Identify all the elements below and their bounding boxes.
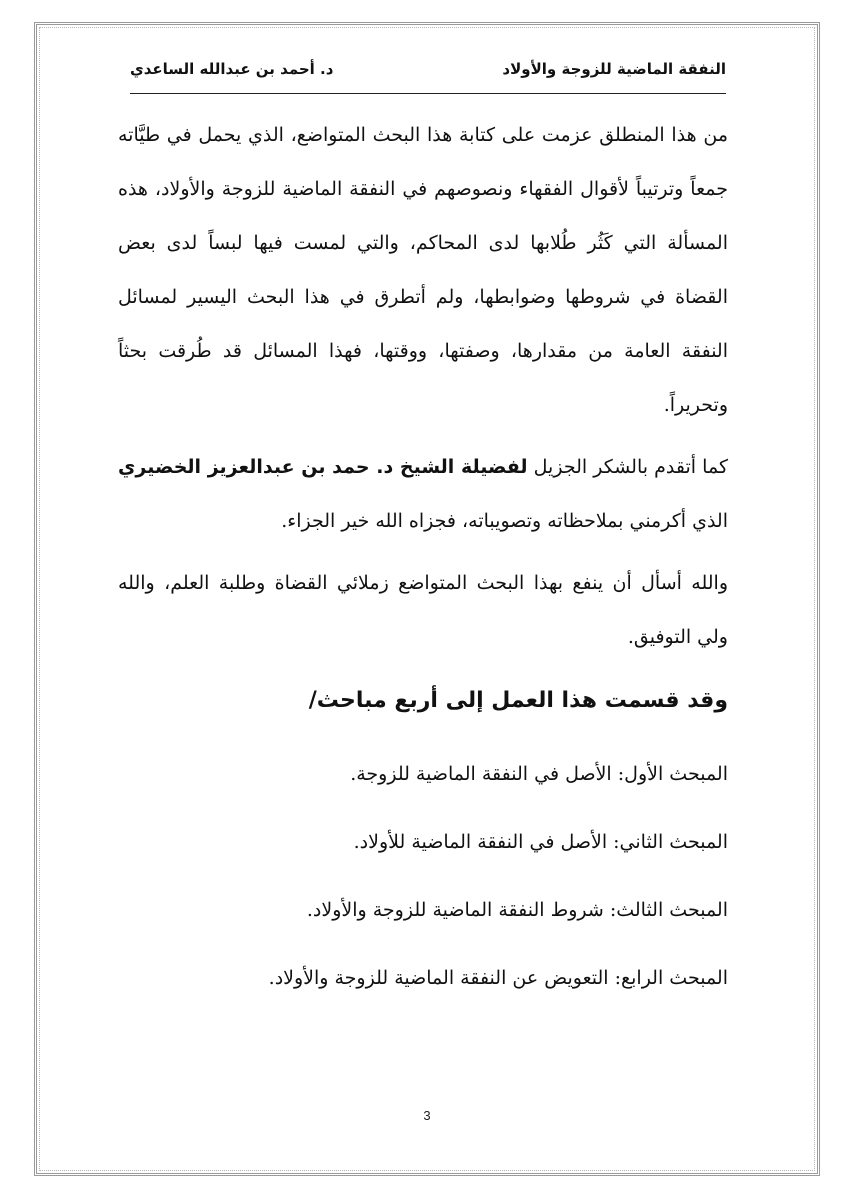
- page-number: 3: [423, 1108, 431, 1123]
- section-item-4: المبحث الرابع: التعويض عن النفقة الماضية للزوجة والأولاد.: [268, 967, 728, 989]
- acknowledgement-honoree: لفضيلة الشيخ د. حمد بن عبدالعزيز الخضيري: [118, 456, 528, 478]
- acknowledgement-rest: الذي أكرمني بملاحظاته وتصويباته، فجزاه الله خير الجزاء.: [281, 510, 728, 532]
- sections-heading: وقد قسمت هذا العمل إلى أربع مباحث/: [308, 688, 728, 713]
- running-header: [130, 60, 726, 86]
- header-title: النفقة الماضية للزوجة والأولاد: [502, 60, 726, 78]
- header-rule: [130, 93, 726, 94]
- paragraph-supplication: والله أسأل أن ينفع بهذا البحث المتواضع زملائي القضاة وطلبة العلم، والله ولي التوفيق.: [118, 572, 728, 648]
- section-item-2: المبحث الثاني: الأصل في النفقة الماضية للأولاد.: [353, 831, 728, 853]
- section-item-1: المبحث الأول: الأصل في النفقة الماضية للزوجة.: [350, 763, 728, 785]
- header-author: د. أحمد بن عبدالله الساعدي: [130, 60, 334, 78]
- acknowledgement-intro: كما أتقدم بالشكر الجزيل: [527, 456, 728, 478]
- section-item-3: المبحث الثالث: شروط النفقة الماضية للزوجة والأولاد.: [306, 899, 728, 921]
- paragraph-acknowledgement: [118, 440, 728, 548]
- sections-list: [118, 740, 728, 1012]
- paragraph-intro: من هذا المنطلق عزمت على كتابة هذا البحث المتواضع، الذي يحمل في طيَّاته جمعاً وترتيباً لأقوال الفقهاء ونصوصهم في النفقة الماضية للزوجة والأولاد، هذه المسألة التي كَثُر طُلابها لدى المحاكم، والتي لمست فيها لبساً لدى بعض القضاة في شروطها وضوابطها، ولم أتطرق في هذا البحث اليسير لمسائل النفقة العامة من مقدارها، وصفتها، ووقتها، فهذا المسائل قد طُرقت بحثاً وتحريراً.: [118, 124, 728, 416]
- page-body: [118, 108, 728, 1012]
